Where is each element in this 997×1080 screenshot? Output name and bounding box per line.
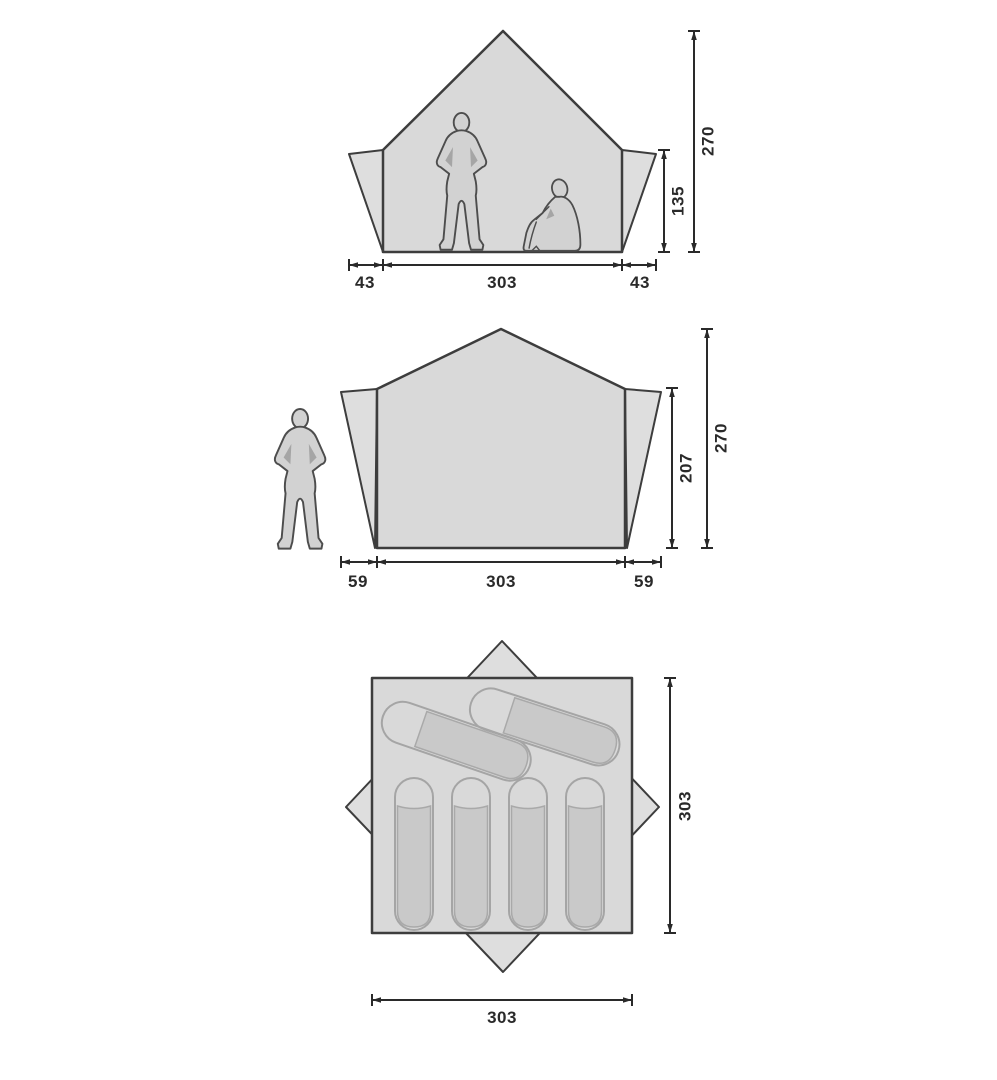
dim-label-right-wing-depth: 59 — [634, 572, 654, 591]
tent-wing-right-side — [625, 389, 661, 548]
dim-label-right-wing-width: 43 — [630, 273, 650, 292]
tent-body-side — [377, 329, 625, 548]
side-elevation-view — [275, 329, 731, 591]
front-elevation-view — [349, 31, 717, 292]
dim-label-wall-height: 207 — [676, 453, 696, 483]
dim-label-side-total-height: 270 — [711, 423, 731, 453]
tent-body-front — [383, 31, 622, 252]
tent-wing-right — [622, 150, 656, 252]
dim-label-floor-width: 303 — [487, 1008, 517, 1027]
tent-wing-left-side — [341, 389, 377, 548]
dim-label-left-wing-depth: 59 — [348, 572, 368, 591]
dim-label-floor-depth: 303 — [675, 791, 695, 821]
dim-label-total-height: 270 — [698, 126, 718, 156]
dim-label-base-depth: 303 — [486, 572, 516, 591]
dim-label-base-width: 303 — [487, 273, 517, 292]
dim-label-left-wing-width: 43 — [355, 273, 375, 292]
floor-plan-view — [346, 641, 694, 1027]
dim-label-side-height: 135 — [668, 186, 688, 216]
tent-wing-left — [349, 150, 383, 252]
standing-person-figure-side — [275, 409, 325, 549]
